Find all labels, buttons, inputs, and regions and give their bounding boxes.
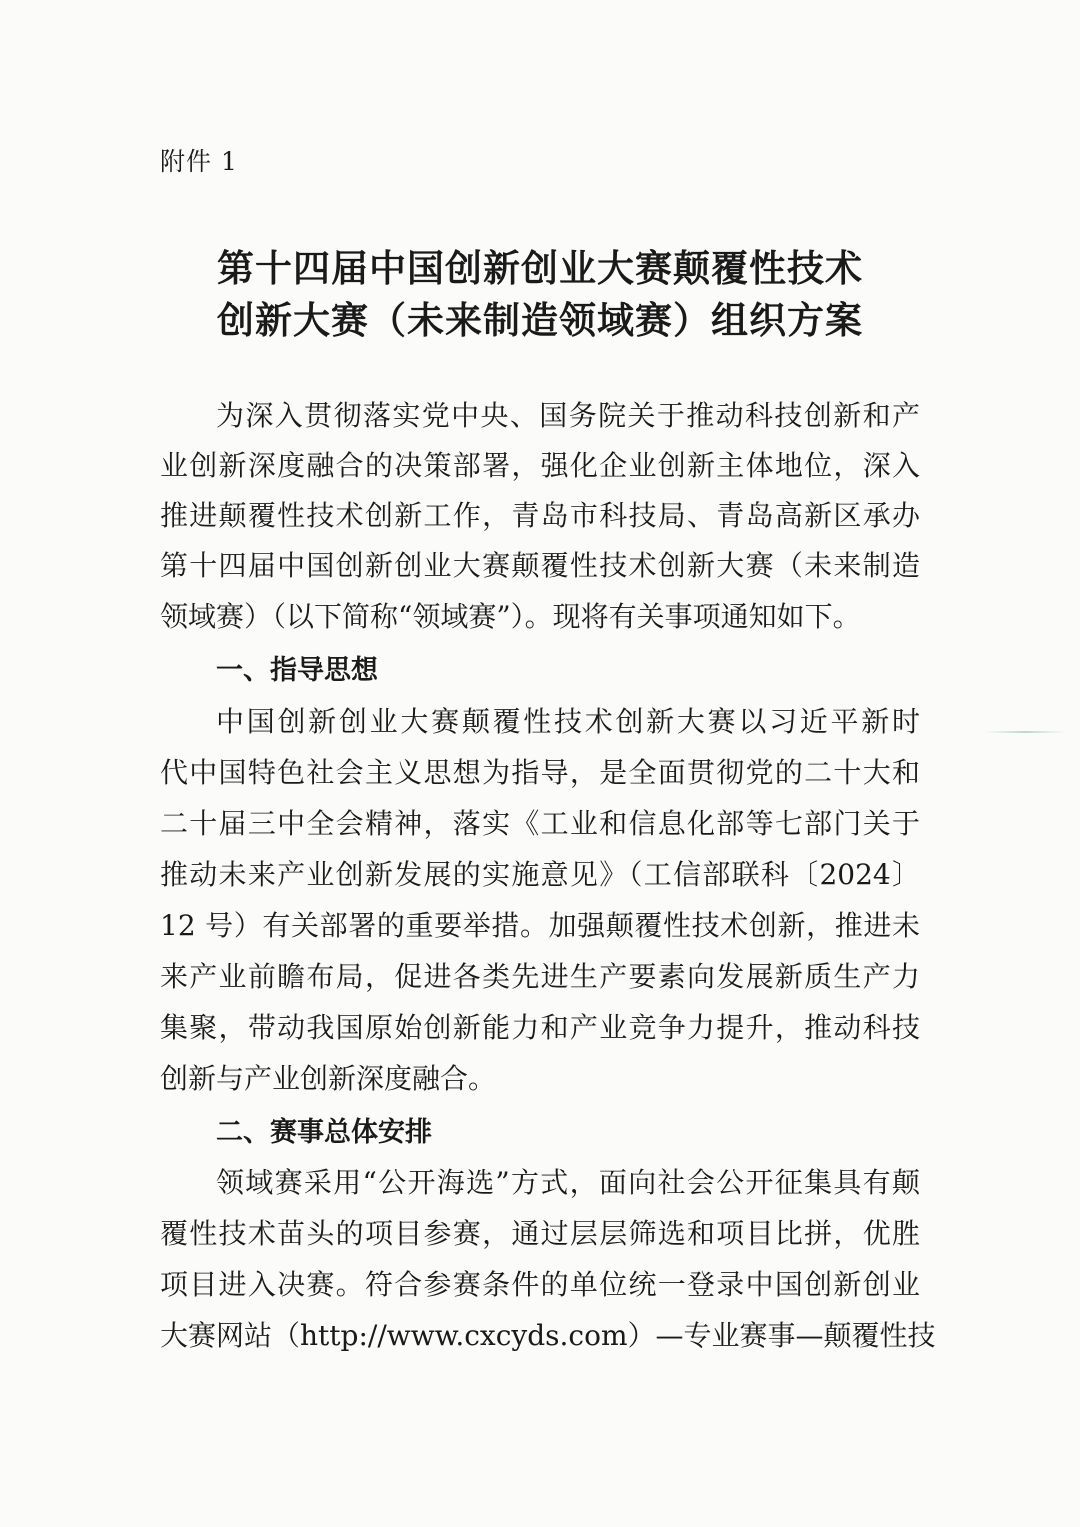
section2-line: 覆性技术苗头的项目参赛，通过层层筛选和项目比拼，优胜 xyxy=(160,1217,920,1250)
scan-artifact xyxy=(985,731,1065,733)
intro-line: 领域赛）（以下简称“领域赛”）。现将有关事项通知如下。 xyxy=(160,600,861,633)
section1-line: 集聚，带动我国原始创新能力和产业竞争力提升，推动科技 xyxy=(160,1011,920,1044)
attachment-label: 附件 1 xyxy=(160,147,238,176)
section1-line: 推动未来产业创新发展的实施意见》（工信部联科〔2024〕 xyxy=(160,858,920,891)
section1-line: 中国创新创业大赛颠覆性技术创新大赛以习近平新时 xyxy=(216,705,920,738)
section-heading-guiding-ideology: 一、指导思想 xyxy=(216,655,378,686)
section-heading-overall-arrangement: 二、赛事总体安排 xyxy=(216,1117,432,1148)
section2-line: 大赛网站（http://www.cxcyds.com）—专业赛事—颠覆性技 xyxy=(160,1319,936,1352)
intro-line: 推进颠覆性技术创新工作，青岛市科技局、青岛高新区承办 xyxy=(160,499,920,532)
section1-line: 创新与产业创新深度融合。 xyxy=(160,1062,497,1095)
section1-line: 代中国特色社会主义思想为指导，是全面贯彻党的二十大和 xyxy=(160,756,920,789)
intro-line: 为深入贯彻落实党中央、国务院关于推动科技创新和产 xyxy=(216,399,920,432)
document-title-line-1: 第十四届中国创新创业大赛颠覆性技术 xyxy=(217,247,863,290)
section1-line: 来产业前瞻布局，促进各类先进生产要素向发展新质生产力 xyxy=(160,960,920,993)
section2-line: 领域赛采用“公开海选”方式，面向社会公开征集具有颠 xyxy=(216,1166,920,1199)
document-title-line-2: 创新大赛（未来制造领域赛）组织方案 xyxy=(217,299,863,342)
section1-line: 二十届三中全会精神，落实《工业和信息化部等七部门关于 xyxy=(160,807,920,840)
section1-line: 12 号）有关部署的重要举措。加强颠覆性技术创新，推进未 xyxy=(160,909,920,942)
intro-line: 第十四届中国创新创业大赛颠覆性技术创新大赛（未来制造 xyxy=(160,549,920,582)
intro-line: 业创新深度融合的决策部署，强化企业创新主体地位，深入 xyxy=(160,449,920,482)
section2-line: 项目进入决赛。符合参赛条件的单位统一登录中国创新创业 xyxy=(160,1268,920,1301)
